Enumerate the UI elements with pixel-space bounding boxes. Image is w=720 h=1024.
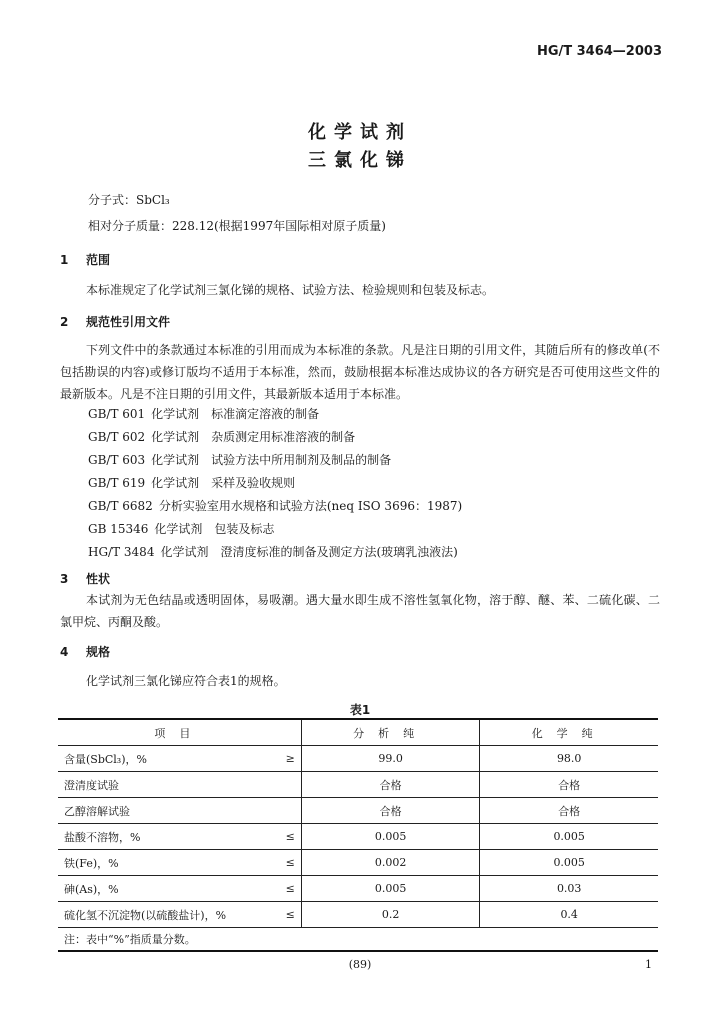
reference-code: GB/T 619 <box>88 476 146 490</box>
row-item: 铁(Fe)，% <box>58 850 260 876</box>
row-operator <box>260 798 301 824</box>
row-item: 澄清度试验 <box>58 772 260 798</box>
row-value-ar: 0.2 <box>301 902 480 928</box>
table-note-row <box>58 928 658 952</box>
section-title: 规范性引用文件 <box>86 315 171 329</box>
row-operator: ≤ <box>260 824 301 850</box>
section-title: 性状 <box>86 572 111 586</box>
table-row <box>58 746 658 772</box>
row-value-ar: 合格 <box>301 798 480 824</box>
section-number: 2 <box>60 315 69 329</box>
reference-item <box>88 428 361 445</box>
row-value-cp: 0.005 <box>480 850 658 876</box>
table-note: 注：表中“%”指质量分数。 <box>58 928 658 952</box>
reference-title: 化学试剂 标准滴定溶液的制备 <box>151 407 320 421</box>
reference-item <box>88 451 397 468</box>
table-row <box>58 850 658 876</box>
section-number: 1 <box>60 253 69 267</box>
page-reference: (89) <box>348 958 372 971</box>
row-value-cp: 0.005 <box>480 824 658 850</box>
row-operator: ≤ <box>260 850 301 876</box>
row-value-cp: 0.4 <box>480 902 658 928</box>
section-2-paragraph: 下列文件中的条款通过本标准的引用而成为本标准的条款。凡是注日期的引用文件，其随后所有的修改单(不包括勘误的内容)或修订版均不适用于本标准，然而，鼓励根据本标准达成协议的各方研究是否可使用这些文件的最新版本。凡是不注日期的引用文件，其最新版本适用于本标准。 <box>60 343 660 401</box>
table-row <box>58 824 658 850</box>
document-subtitle: 三氯化锑 <box>308 150 412 171</box>
table-caption: 表1 <box>349 703 371 717</box>
section-title: 范围 <box>86 253 111 267</box>
table-row <box>58 772 658 798</box>
standard-number: HG/T 3464—2003 <box>536 44 662 59</box>
row-value-cp: 合格 <box>480 772 658 798</box>
row-operator: ≤ <box>260 902 301 928</box>
reference-code: GB/T 601 <box>88 407 146 421</box>
section-title: 规格 <box>86 645 111 659</box>
row-item: 含量(SbCl₃)，% <box>58 746 260 772</box>
section-1-paragraph: 本标准规定了化学试剂三氯化锑的规格、试验方法、检验规则和包装及标志。 <box>86 283 495 297</box>
row-item: 乙醇溶解试验 <box>58 798 260 824</box>
row-operator <box>260 772 301 798</box>
document-title: 化学试剂 <box>308 122 412 143</box>
reference-item <box>88 497 468 514</box>
table-row <box>58 876 658 902</box>
reference-code: GB/T 602 <box>88 430 146 444</box>
table-row <box>58 902 658 928</box>
reference-item <box>88 474 301 491</box>
section-3-heading <box>60 570 110 587</box>
row-item: 硫化氢不沉淀物(以硫酸盐计)，% <box>58 902 260 928</box>
reference-title: 化学试剂 采样及验收规则 <box>151 476 296 490</box>
reference-title: 分析实验室用水规格和试验方法(neq ISO 3696：1987) <box>158 499 463 513</box>
specification-table <box>58 718 658 952</box>
section-3-paragraph: 本试剂为无色结晶或透明固体，易吸潮。遇大量水即生成不溶性氢氧化物，溶于醇、醚、苯、二硫化碳、二氯甲烷、丙酮及酸。 <box>60 593 660 629</box>
section-4-paragraph: 化学试剂三氯化锑应符合表1的规格。 <box>86 674 286 688</box>
column-header-chemical: 化学纯 <box>480 719 658 746</box>
section-1-heading <box>60 251 110 268</box>
row-value-ar: 合格 <box>301 772 480 798</box>
row-value-ar: 0.002 <box>301 850 480 876</box>
row-value-cp: 合格 <box>480 798 658 824</box>
row-value-ar: 0.005 <box>301 824 480 850</box>
reference-item <box>88 405 325 422</box>
page-number: 1 <box>645 958 652 971</box>
reference-code: GB/T 603 <box>88 453 146 467</box>
reference-title: 化学试剂 杂质测定用标准溶液的制备 <box>151 430 356 444</box>
section-number: 4 <box>60 645 69 659</box>
section-number: 3 <box>60 572 69 586</box>
reference-code: GB/T 6682 <box>88 499 153 513</box>
row-value-cp: 98.0 <box>480 746 658 772</box>
column-header-analytical: 分析纯 <box>301 719 480 746</box>
row-value-ar: 0.005 <box>301 876 480 902</box>
reference-item <box>88 543 464 560</box>
row-value-cp: 0.03 <box>480 876 658 902</box>
reference-title: 化学试剂 包装及标志 <box>154 522 275 536</box>
molecular-formula: 分子式：SbCl₃ <box>88 193 170 207</box>
row-operator: ≥ <box>260 746 301 772</box>
molar-mass: 相对分子质量：228.12(根据1997年国际相对原子质量) <box>88 219 386 233</box>
reference-title: 化学试剂 试验方法中所用制剂及制品的制备 <box>151 453 392 467</box>
reference-code: HG/T 3484 <box>88 545 155 559</box>
row-operator: ≤ <box>260 876 301 902</box>
row-item: 砷(As)，% <box>58 876 260 902</box>
table-header-row <box>58 719 658 746</box>
section-2-heading <box>60 313 170 330</box>
column-header-item: 项目 <box>58 719 301 746</box>
reference-code: GB 15346 <box>88 522 149 536</box>
reference-title: 化学试剂 澄清度标准的制备及测定方法(玻璃乳浊液法) <box>160 545 458 559</box>
reference-item <box>88 520 280 537</box>
section-4-heading <box>60 643 110 660</box>
row-value-ar: 99.0 <box>301 746 480 772</box>
row-item: 盐酸不溶物，% <box>58 824 260 850</box>
table-row <box>58 798 658 824</box>
